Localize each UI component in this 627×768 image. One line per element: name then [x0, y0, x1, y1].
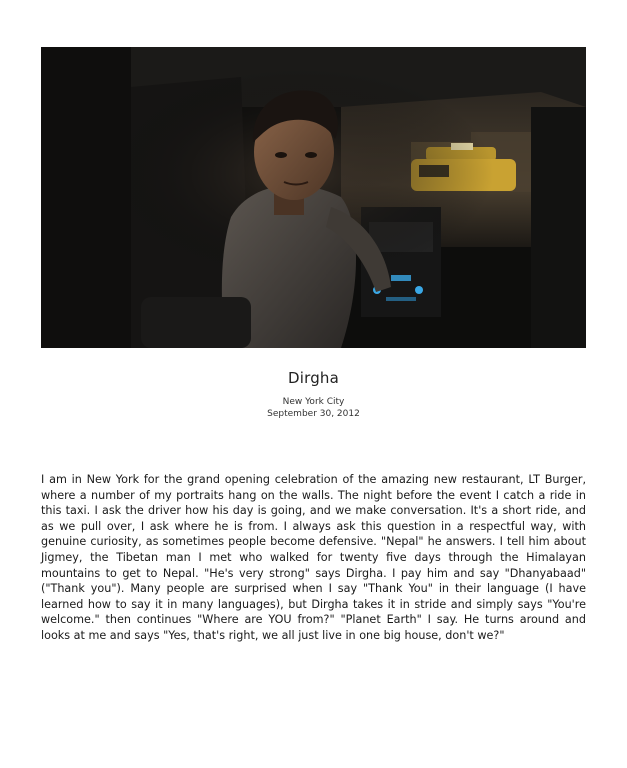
portrait-name: Dirgha: [287, 369, 340, 387]
portrait-location: New York City: [282, 397, 345, 407]
portrait-location-date: [0, 396, 627, 420]
taxi-driver-portrait-image: [41, 47, 586, 348]
portrait-photo: [41, 47, 586, 348]
story-paragraph: I am in New York for the grand opening celebration of the amazing new restaurant, LT Burger, where a number of my portraits hang on the walls. The night before the event I catch a ride in this taxi. I ask the driver how his day is going, and we make conversation. It's a short ride, and as we pull over, I ask where he is from. I always ask this question in a respectful way, with genuine curiosity, as sometimes people become defensive. "Nepal" he answers. I tell him about Jigmey, the Tibetan man I met who walked for twenty five days through the Himalayan mountains to get to Nepal. "He's very strong" says Dirgha. I pay him and say "Dhanyabaad" ("Thank you"). Many people are surprised when I say "Thank You" in their language (I have learned how to say it in many languages), but Dirgha takes it in stride and simply says "You're welcome." then continues "Where are YOU from?" "Planet Earth" I say. He turns around and looks at me and says "Yes, that's right, we all just live in one big house, don't we?": [41, 473, 586, 642]
portrait-date: September 30, 2012: [267, 409, 360, 419]
